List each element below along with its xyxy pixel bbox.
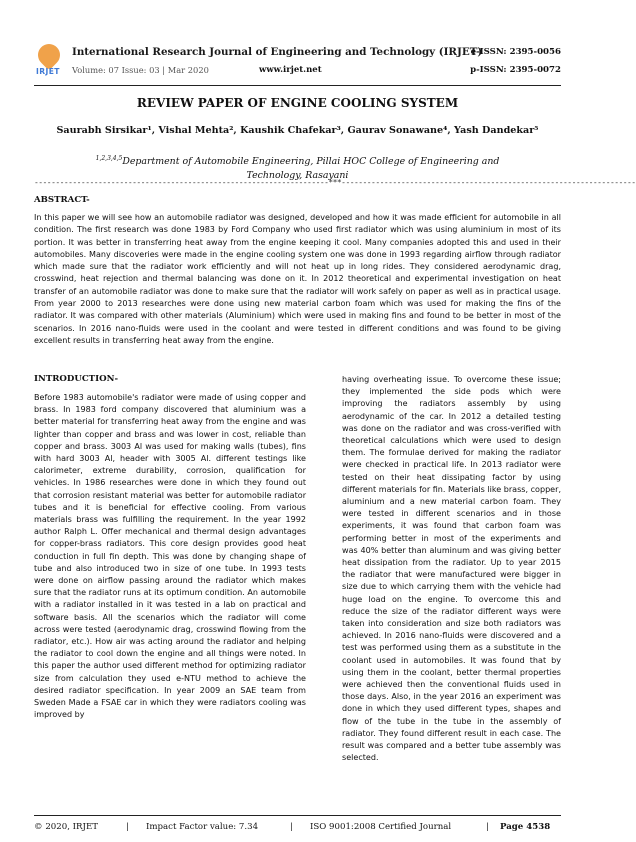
footer-divider: | — [290, 822, 293, 832]
abstract-body: In this paper we will see how an automobile radiator was designed, developed and how it was made efficient for automobile in all condition. The first research was done 1983 by Ford Company who used first radiator which was using aluminium in most of its portion. It was better in transferring heat away from the engine keeping it cool. Many companies adopted this and used in their automobiles. Many discoveries were made in the engine cooling system one was done in 1993 regarding airflow through radiator which made sure that the radiator work efficiently and will not heat up in long rides. They considered aerodynamic drag, crosswind, heat rejection and thermal balancing was done on it. In 2012 theoretical and experimental investigation on heat transfer of an automobile radiator was done to make sure that the radiator will work safely on paper as well as in practical usage. From year 2000 to 2013 researches were done using new material carbon foam which was used for making the fins of the radiator. It was compared with other materials (Aluminium) which were used in making fins and found to be better in most of the scenarios. In 2016 nano-fluids were used in the coolant and were tested in different conditions and was found to be giving excellent results in transferring heat away from the engine. — [34, 213, 561, 345]
footer-copyright: © 2020, IRJET — [34, 822, 98, 832]
introduction-right-column: having overheating issue. To overcome these issue; they implemented the side pods which were improving the radiators assembly by using aerodynamic of the car. In 2012 a detailed testing was done on the radiator and was cross-verified with theoretical calculations which were used to design them. The formulae derived for making the radiator were checked in practical life. In 2013 radiator were tested on their heat dissipating factor by using different materials for fin. Materials like brass, copper, aluminium and a new material carbon foam. They were tested in different scenarios and in those experiments, it was found that carbon foam was performing better in most of the experiments and was 40% better than aluminum and was giving better heat dissipation from the radiator. Up to year 2015 the radiator that were manufactured were bigger in size due to which carrying them with the vehicle had huge load on the engine. To overcome this and reduce the size of the radiator different ways were taken into consideration and size both radiators was achieved. In 2016 nano-fluids were discovered and a test was performed using them as a substitute in the coolant used in automobiles. It was found that by using them in the coolant, better thermal properties were achieved then the conventional fluids used in those days. Also, in the year 2016 an experiment was done in which they used different types, shapes and flow of the tube in the tube in the assembly of radiator. They found different result in each case. The result was compared and a better tube assembly was selected. — [342, 375, 561, 763]
footer-iso: ISO 9001:2008 Certified Journal — [310, 822, 452, 832]
journal-header — [34, 44, 561, 84]
p-issn: p-ISSN: 2395-0072 — [470, 65, 561, 75]
affiliation-text: Department of Automobile Engineering, Pillai HOC College of Engineering and Technology, Rasayani — [122, 156, 500, 182]
header-rule — [34, 85, 561, 86]
volume-issue: Volume: 07 Issue: 03 | Mar 2020 — [72, 65, 209, 75]
journal-website: www.irjet.net — [259, 65, 322, 75]
introduction-heading: INTRODUCTION- — [34, 374, 119, 384]
irjet-logo — [34, 44, 64, 80]
footer-divider: | — [486, 822, 489, 832]
logo-text: IRJET — [36, 67, 60, 76]
affiliation-superscript: 1,2,3,4,5 — [95, 155, 123, 162]
abstract-heading: ABSTRACT- — [34, 195, 90, 205]
section-separator: ---------------------------------------------------------------------***--------------------------------------------------------------------- — [34, 178, 636, 187]
author-list: Saurabh Sirsikar¹, Vishal Mehta², Kaushik Chafekar³, Gaurav Sonawane⁴, Yash Dandekar⁵ — [56, 125, 539, 136]
footer-page-number: Page 4538 — [500, 822, 551, 832]
introduction-left-column: Before 1983 automobile's radiator were made of using copper and brass. In 1983 ford company discovered that aluminium was a better material for transferring heat away from the engine and was lighter than copper and brass and was lower in cost, reliable than copper and brass. 3003 Al was used for making walls (tubes), fins with hard 3003 Al, header with 3005 Al. different testings like calorimeter, extreme durability, corrosion, qualification for vehicles. In 1986 researches were done in which they found out that corrosion resistant material was better for automobile radiator tubes and it is beneficial for effective cooling. From various materials brass was fulfilling the requirement. In the year 1992 author Ralph L. Offer mechanical and thermal design advantages for copper-brass radiators. This core design provides good heat conduction in full fin depth. This was done by changing shape of tube and also introduced two in size of one tube. In 1993 tests were done on airflow passing around the radiator which makes sure that the radiator runs at its optimum condition. An automobile with a radiator installed in it was tested in a lab on practical and software basis. All the scenarios which the radiator will come across were tested (aerodynamic drag, crosswind flowing from the radiator, etc.). How air was acting around the radiator and helping the radiator to cool down the engine and all things were noted. In this paper the author used different method for optimizing radiator size from calculation they used e-NTU method to achieve the desired radiator specification. In year 2009 an SAE team from Sweden Made a FSAE car in which they were radiators cooling was improved by — [34, 393, 306, 720]
footer-rule — [34, 815, 561, 816]
footer-divider: | — [126, 822, 129, 832]
journal-title: International Research Journal of Engineering and Technology (IRJET) — [72, 46, 483, 58]
paper-title: REVIEW PAPER OF ENGINE COOLING SYSTEM — [136, 96, 459, 110]
e-issn: e-ISSN: 2395-0056 — [470, 47, 561, 57]
logo-leaf-icon — [33, 39, 64, 70]
footer-impact-factor: Impact Factor value: 7.34 — [146, 822, 259, 832]
